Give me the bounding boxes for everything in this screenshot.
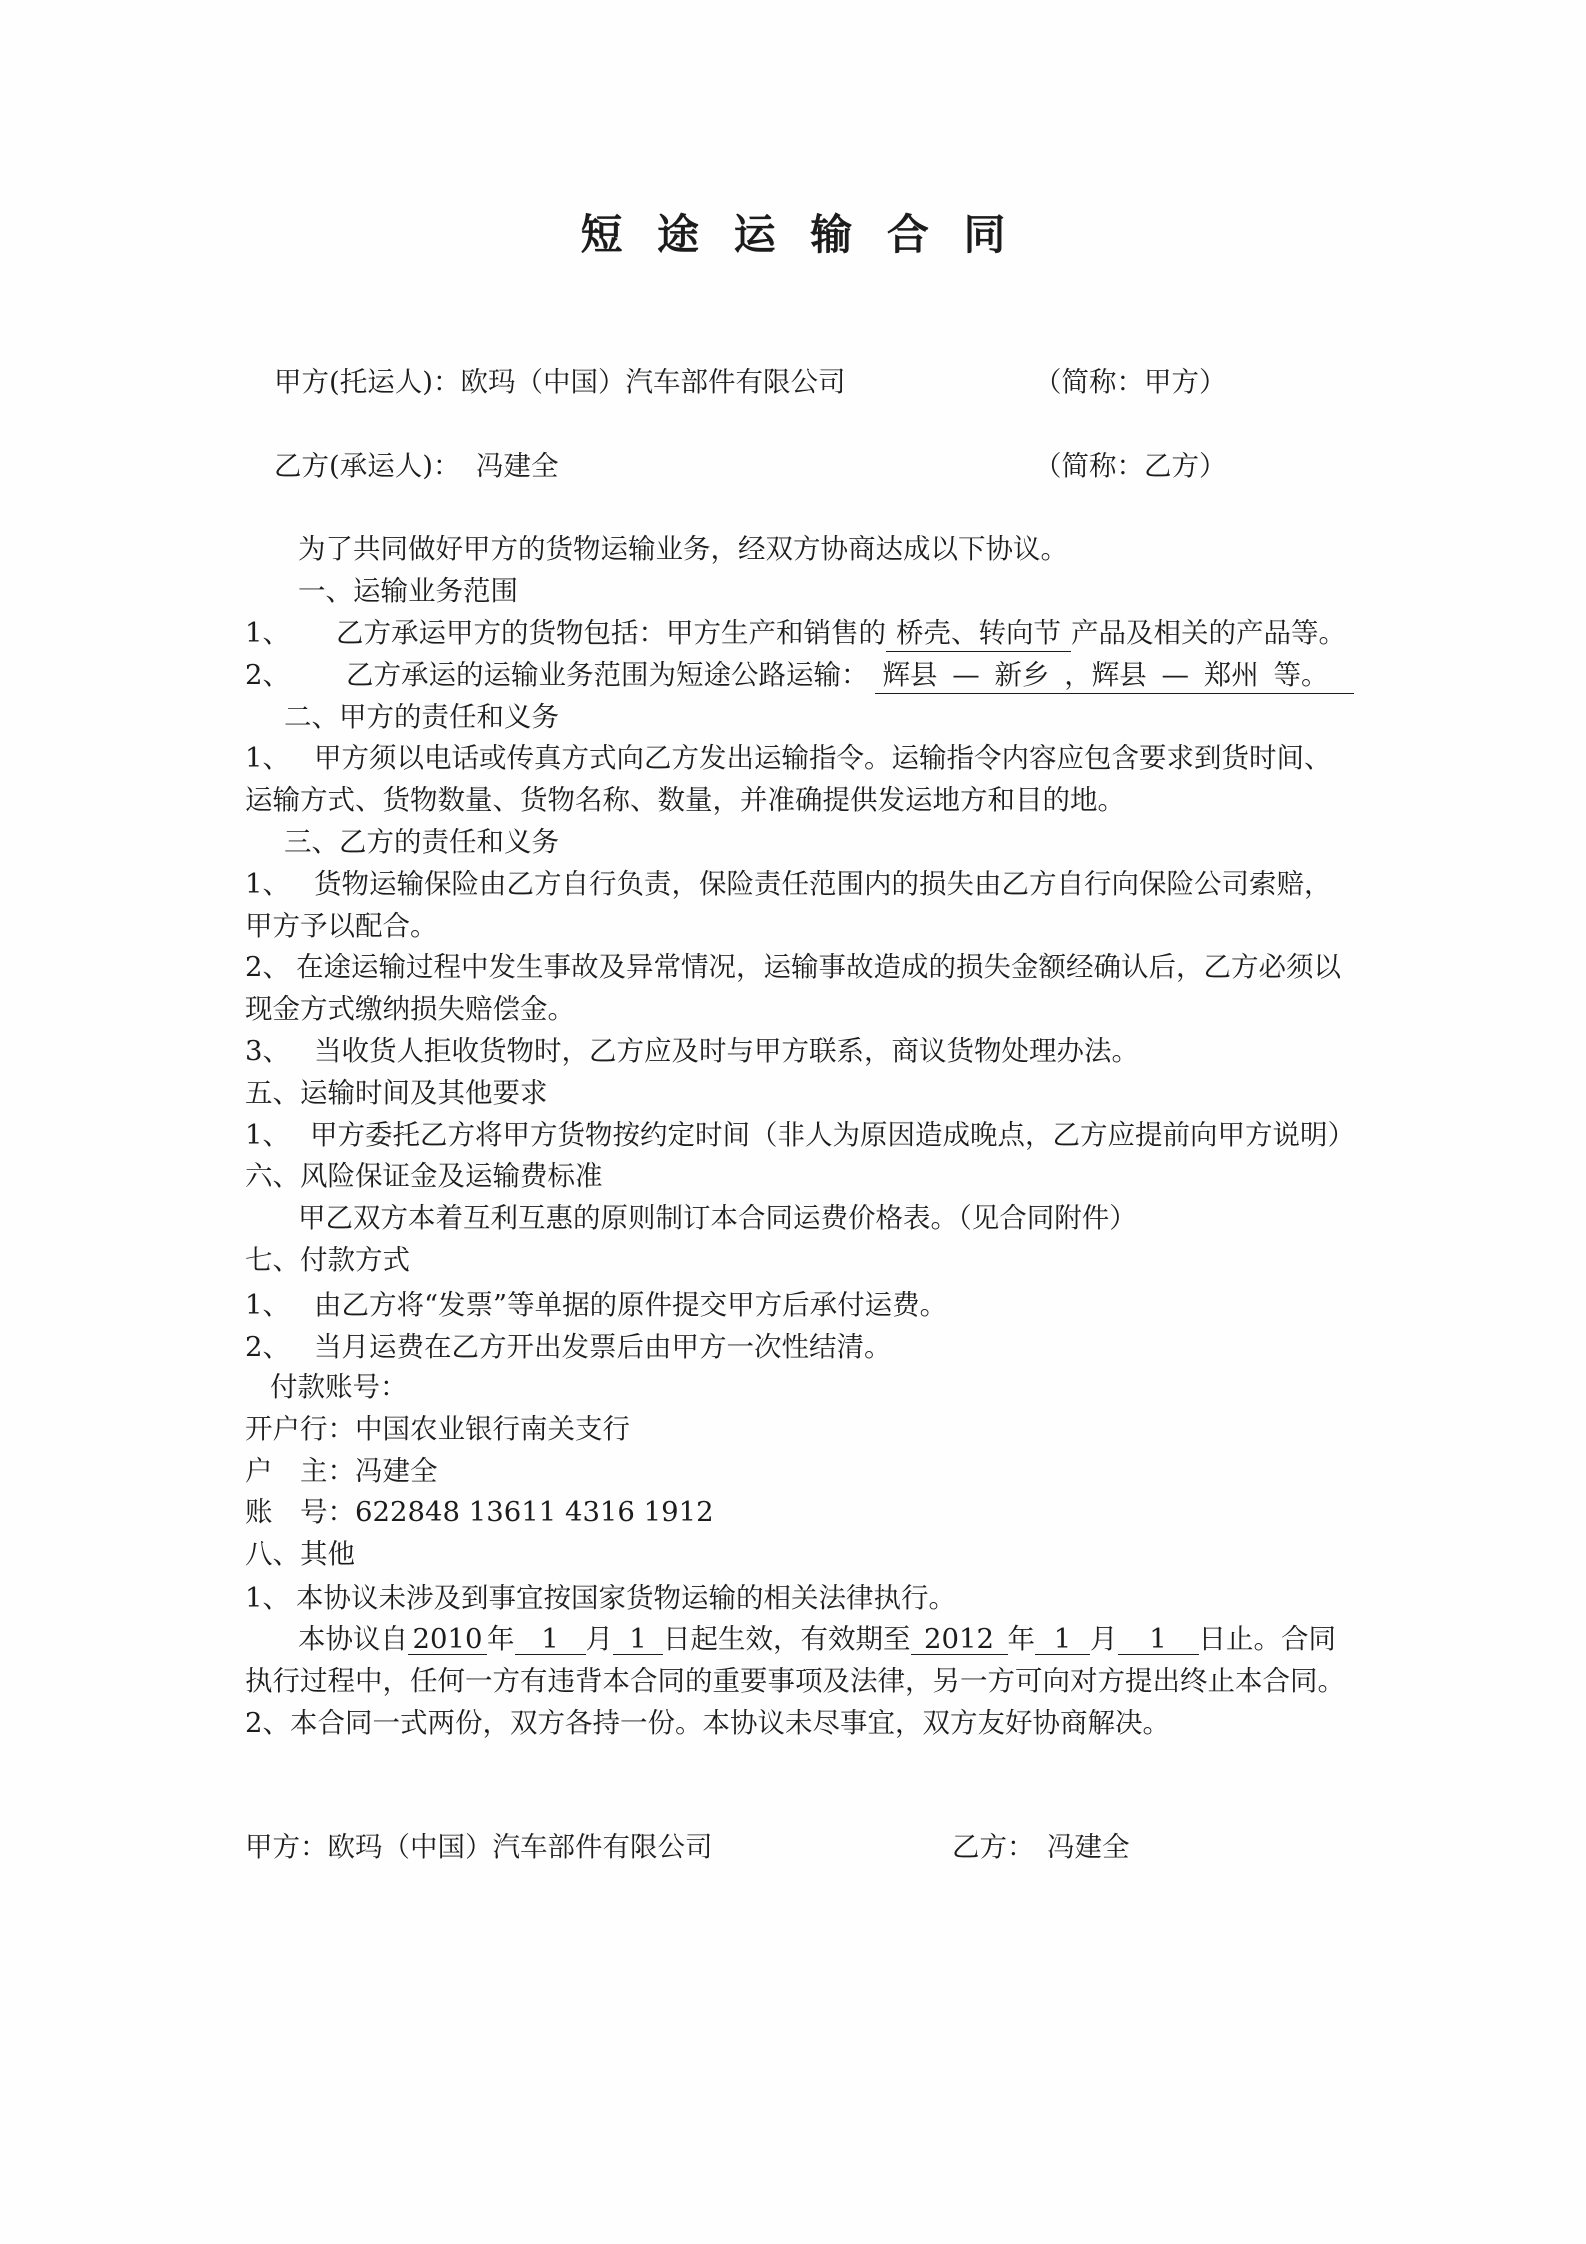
- clause: [245, 615, 1346, 651]
- end-month-field: 1: [1035, 1624, 1090, 1655]
- section-heading: 七、付款方式: [245, 1244, 410, 1276]
- signature-party-a-label: 甲方：: [245, 1831, 328, 1863]
- clause: [245, 949, 1341, 985]
- account-number-label: 账 号：: [245, 1496, 355, 1528]
- product-names-field: 桥壳、转向节: [886, 617, 1071, 652]
- clause-continuation: 甲方予以配合。: [245, 910, 438, 942]
- clause-text: 乙方承运的运输业务范围为短途公路运输：: [346, 659, 869, 691]
- signature-party-b-label: 乙方：: [952, 1831, 1035, 1863]
- section-heading: 二、甲方的责任和义务: [284, 701, 559, 733]
- clause-number: 3、: [245, 1035, 290, 1067]
- term-continuation: 执行过程中，任何一方有违背本合同的重要事项及法律，另一方可向对方提出终止本合同。: [245, 1665, 1345, 1697]
- clause-number: 2、: [245, 1707, 290, 1739]
- clause-number: 2、: [245, 951, 290, 983]
- clause-text: 货物运输保险由乙方自行负责，保险责任范围内的损失由乙方自行向保险公司索赔，: [314, 868, 1332, 900]
- account-number: 622848 13611 4316 1912: [355, 1496, 714, 1528]
- clause-number: 1、: [245, 868, 290, 900]
- clause-text-end: 产品及相关的产品等。: [1071, 617, 1346, 649]
- clause-text: 当月运费在乙方开出发票后由甲方一次性结清。: [314, 1331, 892, 1363]
- signature-party-b-name: 冯建全: [1047, 1831, 1130, 1863]
- clause-number: 1、: [245, 1289, 290, 1321]
- bank-line: [245, 1411, 630, 1447]
- term-text: 日起生效，有效期至: [663, 1623, 911, 1655]
- clause-number: 1、: [245, 742, 290, 774]
- clause: [245, 1705, 1170, 1741]
- party-a-label: 甲方(托运人)：: [274, 366, 461, 398]
- term-text: 年: [487, 1623, 515, 1655]
- clause-continuation: 运输方式、货物数量、货物名称、数量，并准确提供发运地方和目的地。: [245, 784, 1125, 816]
- clause: [245, 740, 1332, 776]
- party-a-line: [274, 364, 845, 400]
- holder-label: 户 主：: [245, 1455, 355, 1487]
- clause: [245, 1580, 956, 1616]
- party-b-label: 乙方(承运人)：: [274, 450, 461, 482]
- term-text: 月: [585, 1623, 613, 1655]
- party-a-name: 欧玛（中国）汽车部件有限公司: [460, 366, 846, 398]
- clause-text: 乙方承运甲方的货物包括：甲方生产和销售的: [336, 617, 886, 649]
- start-month-field: 1: [515, 1624, 586, 1655]
- routes-field: 辉县 — 新乡 ，辉县 — 郑州 等。: [875, 659, 1355, 694]
- signature-party-a-name: 欧玛（中国）汽车部件有限公司: [327, 1831, 713, 1863]
- clause-number: 1、: [245, 1582, 290, 1614]
- clause-number: 1、: [245, 1119, 290, 1151]
- section-heading: 六、风险保证金及运输费标准: [245, 1160, 603, 1192]
- term-line: [298, 1621, 1336, 1657]
- clause-text: 本合同一式两份，双方各持一份。本协议未尽事宜，双方友好协商解决。: [290, 1707, 1170, 1739]
- party-b-short-name: （简称：乙方）: [1034, 450, 1227, 482]
- signature-party-a: [245, 1829, 713, 1865]
- end-day-field: 1: [1118, 1624, 1199, 1655]
- bank-label: 开户行：: [245, 1413, 355, 1445]
- preamble: 为了共同做好甲方的货物运输业务，经双方协商达成以下协议。: [298, 533, 1068, 565]
- section-heading: 八、其他: [245, 1538, 355, 1570]
- clause: [245, 657, 1354, 693]
- section-heading: 三、乙方的责任和义务: [284, 826, 559, 858]
- holder-line: [245, 1453, 438, 1489]
- clause-text: 当收货人拒收货物时，乙方应及时与甲方联系，商议货物处理办法。: [314, 1035, 1139, 1067]
- party-b-name: 冯建全: [476, 450, 559, 482]
- party-a-short-name: （简称：甲方）: [1034, 366, 1227, 398]
- clause-text: 甲方须以电话或传真方式向乙方发出运输指令。运输指令内容应包含要求到货时间、: [314, 742, 1332, 774]
- clause-text: 由乙方将“发票”等单据的原件提交甲方后承付运费。: [314, 1289, 948, 1321]
- clause-number: 1、: [245, 617, 290, 649]
- clause-continuation: 现金方式缴纳损失赔偿金。: [245, 993, 575, 1025]
- clause-number: 2、: [245, 659, 290, 691]
- clause-text: 甲方委托乙方将甲方货物按约定时间（非人为原因造成晚点，乙方应提前向甲方说明）: [310, 1119, 1355, 1151]
- clause: [245, 866, 1332, 902]
- bank-name: 中国农业银行南关支行: [355, 1413, 630, 1445]
- section-heading: 五、运输时间及其他要求: [245, 1077, 548, 1109]
- end-year-field: 2012: [911, 1624, 1008, 1655]
- start-day-field: 1: [613, 1624, 663, 1655]
- term-text: 年: [1007, 1623, 1035, 1655]
- section-heading: 一、运输业务范围: [298, 575, 518, 607]
- clause: [245, 1117, 1355, 1153]
- clause: [245, 1287, 947, 1323]
- section-paragraph: 甲乙双方本着互利互惠的原则制订本合同运费价格表。（见合同附件）: [298, 1202, 1137, 1234]
- account-number-line: [245, 1494, 714, 1530]
- term-text: 本协议自: [298, 1623, 408, 1655]
- clause-text: 在途运输过程中发生事故及异常情况，运输事故造成的损失金额经确认后，乙方必须以: [296, 951, 1341, 983]
- start-year-field: 2010: [408, 1624, 487, 1655]
- clause-number: 2、: [245, 1331, 290, 1363]
- account-heading: 付款账号：: [270, 1371, 408, 1403]
- clause: [245, 1033, 1139, 1069]
- clause-text: 本协议未涉及到事宜按国家货物运输的相关法律执行。: [296, 1582, 956, 1614]
- clause: [245, 1329, 892, 1365]
- document-title: 短 途 运 输 合 同: [580, 210, 1016, 259]
- term-text: 月: [1090, 1623, 1118, 1655]
- holder-name: 冯建全: [355, 1455, 438, 1487]
- term-text: 日止。合同: [1198, 1623, 1336, 1655]
